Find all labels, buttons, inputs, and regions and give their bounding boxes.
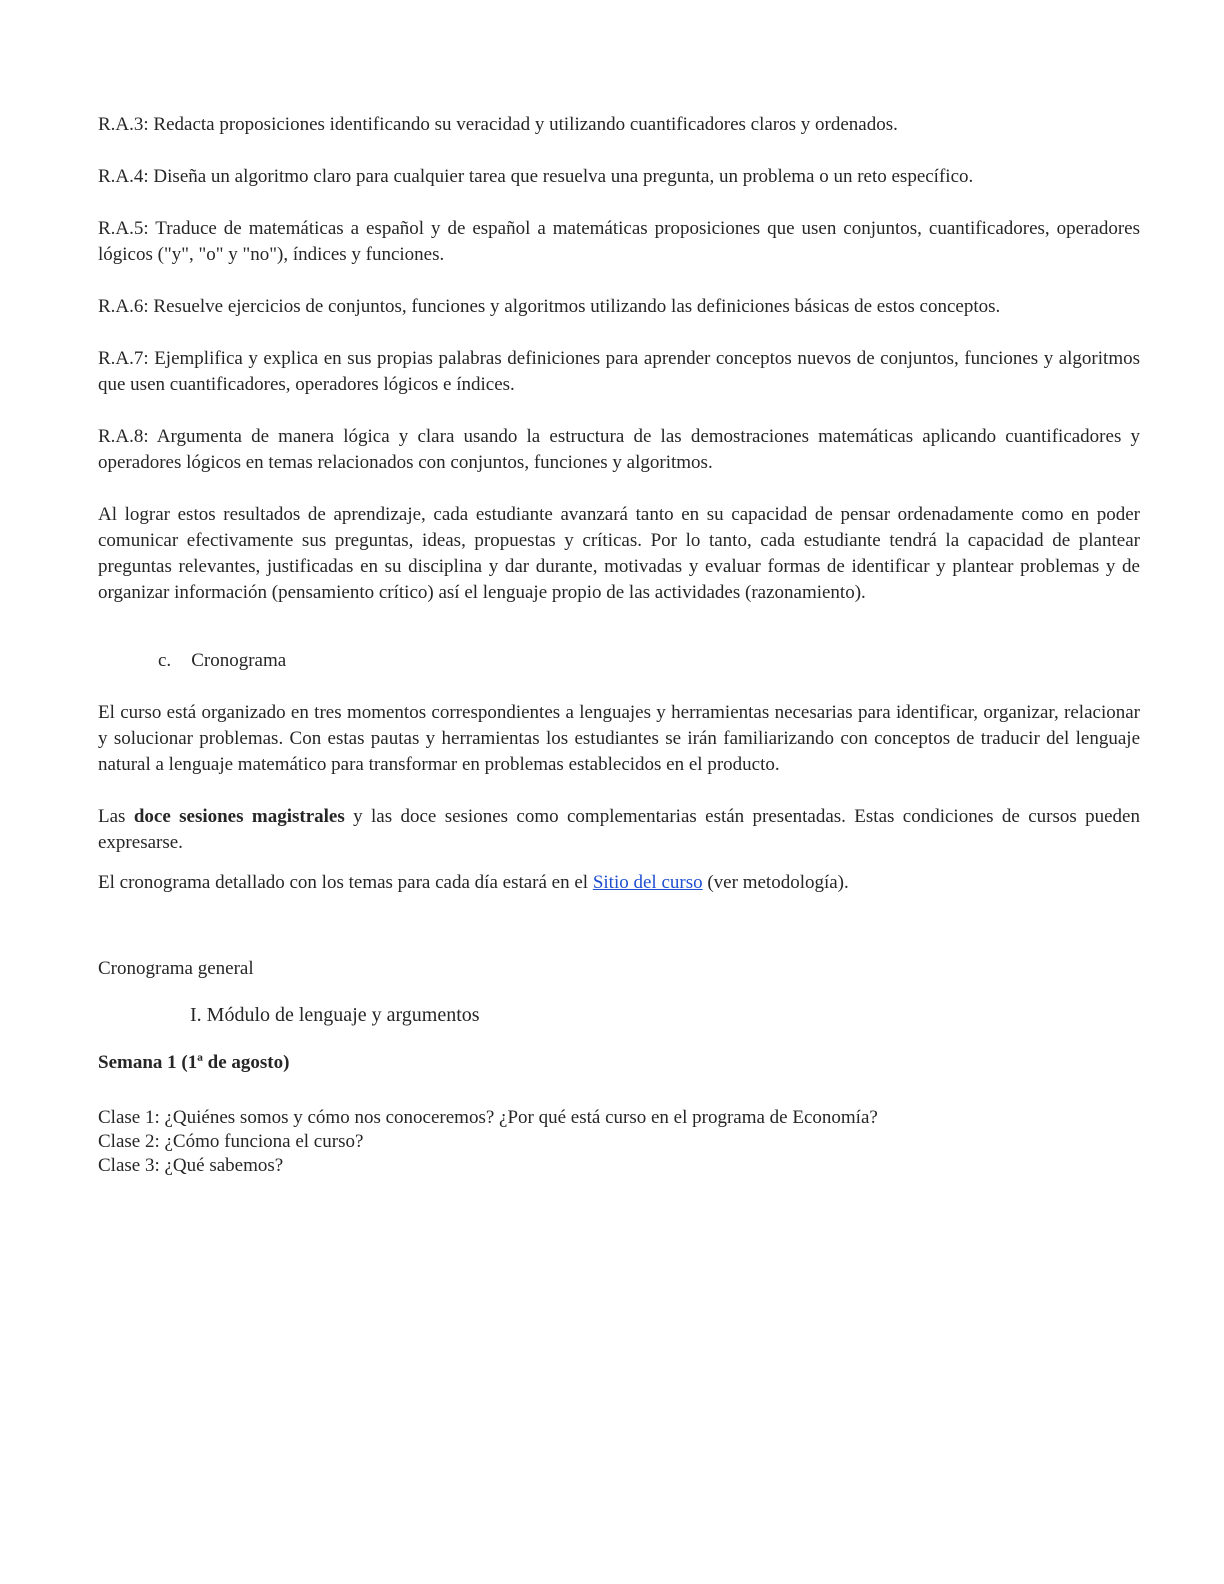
course-site-link[interactable]: Sitio del curso [592, 872, 703, 893]
schedule-paragraph: El curso está organizado en tres momentos correspondientes a lenguajes y herramientas necesarias para identificar, organizar, relacionar y solucionar problemas. Con estas pautas y herramientas los estudiantes se irán familiarizando con conceptos de traducir del lenguaje natural a lenguaje matemático para transformar en problemas establecidos en el producto. [98, 702, 1140, 775]
learning-outcome: R.A.4: Diseña un algoritmo claro para cualquier tarea que resuelva una pregunta, un problema o un reto específico. [98, 166, 974, 187]
sessions-suffix: y las doce sesiones como complementarias están presentadas. Estas condiciones de cursos pueden expresarse. [98, 806, 1140, 853]
class-item: Clase 2: ¿Cómo funciona el curso? [98, 1131, 364, 1152]
learning-outcome: R.A.6: Resuelve ejercicios de conjuntos, funciones y algoritmos utilizando las definiciones básicas de estos conceptos. [98, 296, 1001, 317]
sessions-bold: doce sesiones magistrales [133, 806, 345, 827]
sessions-paragraph [98, 804, 1140, 856]
general-schedule-label: Cronograma general [98, 958, 254, 979]
learning-outcome: R.A.5: Traduce de matemáticas a español y de español a matemáticas proposiciones que usen conjuntos, cuantificadores, operadores lógicos ("y", "o" y "no"), índices y funciones. [98, 218, 1140, 265]
sessions-prefix: Las [98, 806, 134, 827]
class-item: Clase 3: ¿Qué sabemos? [98, 1155, 284, 1176]
week-title: Semana 1 (1ª de agosto) [98, 1052, 290, 1073]
link-suffix: (ver metodología). [702, 872, 849, 893]
class-list [98, 1106, 1140, 1178]
section-title: Cronograma [191, 650, 287, 671]
learning-outcome: R.A.7: Ejemplifica y explica en sus propias palabras definiciones para aprender conceptos nuevos de conjuntos, funciones y algoritmos que usen cuantificadores, operadores lógicos e índices. [98, 348, 1140, 395]
section-heading [158, 648, 1140, 674]
learning-outcome: R.A.8: Argumenta de manera lógica y clara usando la estructura de las demostraciones matemáticas aplicando cuantificadores y operadores lógicos en temas relacionados con conjuntos, funciones y algoritmos. [98, 426, 1140, 473]
learning-outcome: R.A.3: Redacta proposiciones identificando su veracidad y utilizando cuantificadores claros y ordenados. [98, 114, 898, 135]
link-prefix: El cronograma detallado con los temas para cada día estará en el [98, 872, 593, 893]
class-item: Clase 1: ¿Quiénes somos y cómo nos conoceremos? ¿Por qué está curso en el programa de Economía? [98, 1107, 878, 1128]
module-title: I. Módulo de lenguaje y argumentos [190, 1004, 480, 1026]
section-number: c. [158, 650, 172, 671]
link-paragraph [98, 870, 1140, 896]
closing-paragraph: Al lograr estos resultados de aprendizaje, cada estudiante avanzará tanto en su capacidad de pensar ordenadamente como en poder comunicar efectivamente sus preguntas, ideas, propuestas y críticas. Por lo tanto, cada estudiante tendrá la capacidad de plantear preguntas relevantes, justificadas en su disciplina y dar durante, motivadas y evaluar formas de identificar y plantear problemas y de organizar información (pensamiento crítico) así el lenguaje propio de las actividades (razonamiento). [98, 504, 1140, 603]
